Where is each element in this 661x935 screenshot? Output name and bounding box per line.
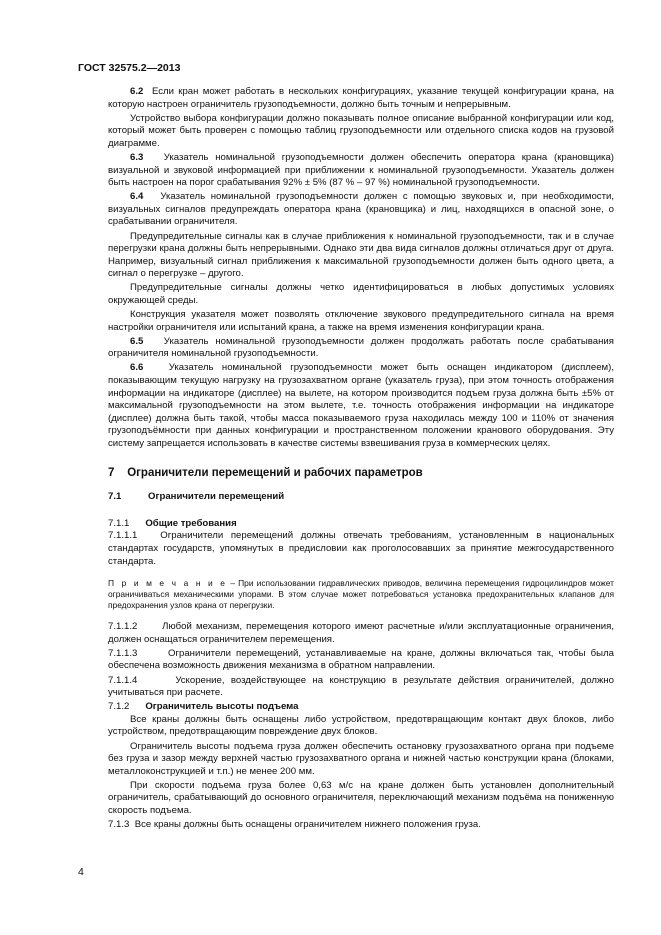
- clause-number: 7.1.1.3: [108, 647, 138, 659]
- paragraph-text: Указатель номинальной грузоподъемности может быть оснащен индикатором (дисплеем), показывающим текущую нагрузку на грузозахватном органе (указатель груза), при этом точность отображения информации на индикаторе (дисплее) на вылете, на котором производится подъем груза должна быть ±5% от максимальной грузоподъемности на этом вылете, т.е. точность отображения информации на индикаторе (дисплее) должна быть такой, чтобы масса показываемого груза находилась между 100 и 110% от значения грузоподъёмности при данных конфигурации и пространственном положении кранового оборудования. Эту систему запрещается использовать в качестве системы взвешивания груза в коммерческих целях.: [108, 362, 614, 450]
- clause-7-1-1-4: [108, 675, 614, 700]
- clause-number: 7.1.3: [108, 819, 130, 831]
- clause-text: Ограничители перемещений должны отвечать требованиям, установленным в национальных стандартах государств, упомянутых в предисловии как проголосовавших за принятие межгосударственного стандарта.: [108, 530, 614, 567]
- section-title: Ограничители перемещений и рабочих параметров: [127, 466, 423, 479]
- clause-title: Общие требования: [145, 517, 237, 529]
- section-number: 7: [108, 466, 115, 479]
- paragraph-6-3: [108, 152, 614, 190]
- paragraph: Конструкция указателя может позволять отключение звукового предупредительного сигнала на время настройки ограничителя или испытаний крана, а также на время изменения конфигурации крана.: [108, 309, 614, 333]
- paragraph-text: Указатель номинальной грузоподъемности должен с помощью звуковых и, при необходимости, визуальных сигналов предупреждать оператора крана (крановщика) и лиц, находящихся в опасной зоне, о срабатывании ограничителя.: [108, 191, 615, 228]
- clause-7-1-3: [108, 819, 614, 832]
- paragraph: Ограничитель высоты подъема груза должен обеспечить остановку грузозахватного органа при подъеме без груза и зазор между верхней частью грузозахватного органа и нижней частью конструкции крана (блоками, металлоконструкцией и т.п.) не менее 200 мм.: [108, 740, 614, 777]
- note: [108, 578, 614, 611]
- paragraph: Устройство выбора конфигурации должно показывать полное описание выбранной конфигурации или код, который может быть проверен с помощью таблиц грузоподъемности или отдельного списка кодов на грузовой диаграмме.: [108, 112, 614, 149]
- note-text: – При использовании гидравлических приводов, величина перемещения гидроцилиндров может ограничиваться механическими упорами. В этом случае может потребоваться установка предохранительных клапанов для предохранения узлов крана от перегрузки.: [108, 578, 614, 611]
- clause-number: 6.3: [130, 151, 144, 163]
- paragraph-6-4: [108, 191, 614, 229]
- paragraph-6-5: [108, 336, 614, 361]
- subsection-7-1-heading: [108, 491, 614, 504]
- clause-number: 7.1.1: [108, 517, 130, 529]
- clause-number: 6.6: [130, 362, 144, 374]
- clause-7-1-2-heading: [108, 701, 614, 714]
- clause-text: Ограничители перемещений, устанавливаемые на кране, должны включаться так, чтобы была обеспечена возможность движения механизма в обратном направлении.: [108, 647, 614, 672]
- clause-number: 7.1.1.2: [108, 621, 138, 633]
- paragraph-6-2: [108, 86, 614, 111]
- clause-number: 7.1.1.4: [108, 674, 138, 686]
- clause-7-1-1-heading: [108, 518, 614, 531]
- paragraph-text: Если кран может работать в нескольких конфигурациях, указание текущей конфигурации крана, на которую настроен ограничитель грузоподъемности, должно быть точным и непрерывным.: [108, 86, 614, 110]
- paragraph: Предупредительные сигналы должны четко идентифицироваться в любых допустимых условиях окружающей среды.: [108, 282, 614, 306]
- clause-number: 6.5: [130, 335, 144, 347]
- clause-number: 6.4: [130, 191, 144, 203]
- paragraph-text: Указатель номинальной грузоподъемности должен обеспечить оператора крана (крановщика) визуальной и звуковой информацией при приближении к номинальной грузоподъемности. Указатель должен быть настроен на порог срабатывания 92% ± 5% (87 % – 97 %) номинальной грузоподъемности.: [108, 151, 614, 189]
- clause-number: 6.2: [130, 86, 144, 97]
- paragraph-6-6: [108, 362, 614, 450]
- paragraph: Предупредительные сигналы как в случае приближения к номинальной грузоподъемности, так и в случае перегрузки крана должны быть непрерывными. Однако эти два вида сигналов должны отличаться друг от друга. Например, визуальный сигнал приближения к максимальной грузоподъемности должен быть одного цвета, а сигнал о перегрузке – другого.: [108, 230, 614, 280]
- note-label: П р и м е ч а н и е: [108, 578, 228, 589]
- clause-text: Любой механизм, перемещения которого имеют расчетные и/или эксплуатационные ограничения, должен оснащаться ограничителем перемещения.: [108, 621, 614, 645]
- clause-text: Все краны должны быть оснащены ограничителем нижнего положения груза.: [134, 819, 481, 831]
- subsection-title: Ограничители перемещений: [148, 491, 285, 503]
- clause-7-1-1-3: [108, 648, 614, 673]
- clause-text: Ускорение, воздействующее на конструкцию в результате действия ограничителей, должно учитываться при расчете.: [108, 674, 614, 699]
- paragraph: При скорости подъема груза более 0,63 м/с на кране должен быть установлен дополнительный ограничитель, срабатывающий до основного ограничителя, переключающий механизм подъёма на пониженную скорость подъема.: [108, 779, 614, 816]
- page-number: 4: [78, 866, 84, 878]
- paragraph: Все краны должны быть оснащены либо устройством, предотвращающим контакт двух блоков, либо устройством, предотвращающим повреждение двух блоков.: [108, 713, 614, 738]
- document-header: ГОСТ 32575.2—2013: [78, 62, 181, 74]
- section-7-heading: [108, 467, 614, 480]
- clause-7-1-1-2: [108, 621, 614, 646]
- paragraph-text: Указатель номинальной грузоподъемности должен продолжать работать после срабатывания ограничителя номинальной грузоподъемности.: [108, 335, 614, 360]
- clause-7-1-1-1: [108, 530, 614, 568]
- clause-number: 7.1.2: [108, 701, 130, 713]
- clause-number: 7.1.1.1: [108, 530, 138, 542]
- subsection-number: 7.1: [108, 491, 122, 503]
- clause-title: Ограничитель высоты подъема: [145, 701, 299, 713]
- document-body: [108, 86, 614, 833]
